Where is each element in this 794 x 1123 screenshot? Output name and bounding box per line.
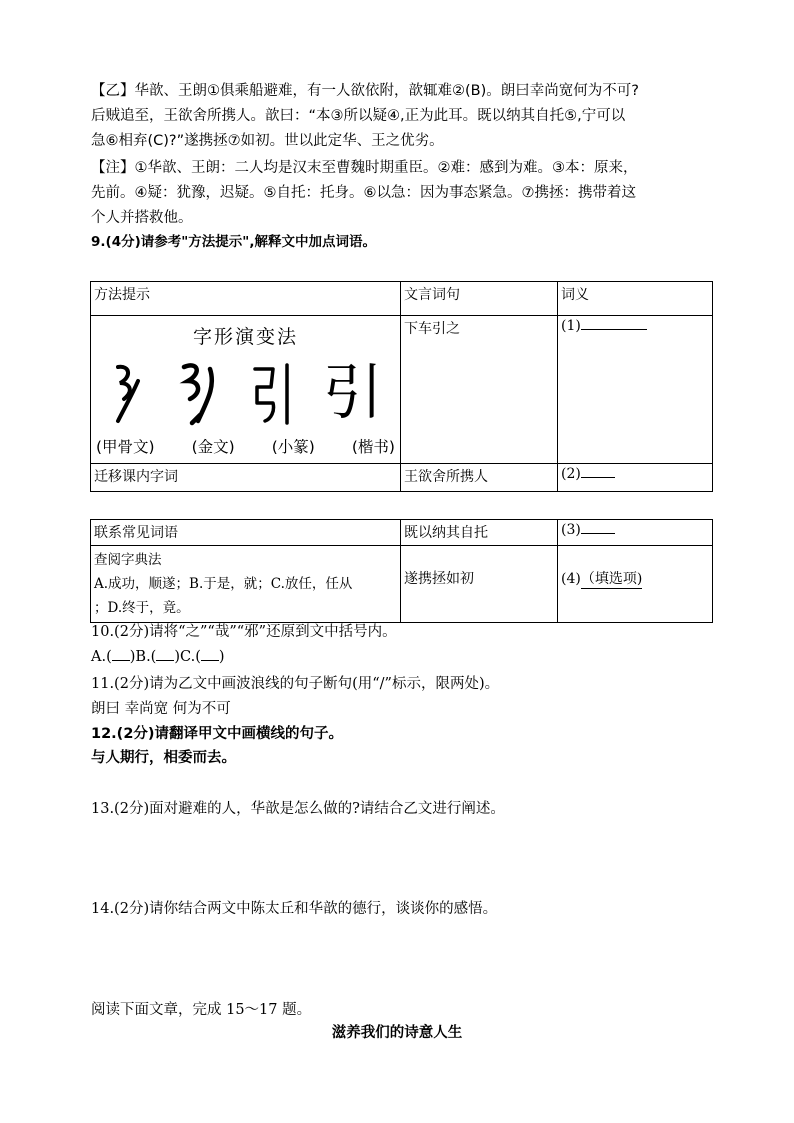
phrase-1: 下车引之 bbox=[401, 316, 558, 464]
question-14: 14.(2分)请你结合两文中陈太丘和华歆的德行，谈谈你的感悟。 bbox=[91, 901, 498, 917]
label-regular: (楷书) bbox=[351, 438, 395, 456]
answer-4-hint[interactable]: （填选项) bbox=[581, 568, 642, 589]
header-meaning: 词义 bbox=[558, 282, 713, 316]
notes-line-1: 【注】①华歆、王朗：二人均是汉末至曹魏时期重臣。②难：感到为难。③本：原来， bbox=[91, 160, 638, 176]
glyph-row bbox=[94, 355, 397, 431]
phrase-4: 遂携拯如初 bbox=[401, 546, 558, 623]
dictionary-options-2: ；D.终于，竟。 bbox=[94, 600, 190, 616]
option-a-label: A.( bbox=[91, 649, 112, 665]
notes-line-2: 先前。④疑：犹豫，迟疑。⑤自托：托身。⑥以急：因为事态紧急。⑦携拯：携带着这 bbox=[91, 185, 636, 201]
phrase-3: 既以纳其自托 bbox=[401, 520, 558, 546]
label-seal: (小篆) bbox=[271, 438, 315, 456]
answer-4-number: (4) bbox=[561, 571, 581, 587]
passage-yi-line-2: 后贼追至，王欲舍所携人。歆曰：“本③所以疑④,正为此耳。既以纳其自托⑤,宁可以 bbox=[91, 108, 626, 124]
question-10-blanks bbox=[91, 645, 225, 669]
answer-1-number: (1) bbox=[561, 318, 581, 334]
dictionary-options-1: A.成功，顺遂；B.于是，就；C.放任，任从 bbox=[94, 576, 353, 592]
header-phrase: 文言词句 bbox=[401, 282, 558, 316]
label-oracle-bone: (甲骨文) bbox=[96, 438, 155, 456]
option-b-blank[interactable] bbox=[156, 660, 174, 661]
method-transfer: 迁移课内字词 bbox=[91, 464, 401, 492]
question-12-sentence: 与人期行，相委而去。 bbox=[91, 750, 236, 766]
answer-2-blank[interactable] bbox=[581, 477, 615, 478]
notes-line-3: 个人并搭救他。 bbox=[91, 210, 193, 226]
option-c-blank[interactable] bbox=[201, 660, 219, 661]
label-bronze: (金文) bbox=[191, 438, 235, 456]
option-end: ) bbox=[218, 649, 225, 665]
option-c-label: )C.( bbox=[174, 649, 201, 665]
method-dictionary: 查阅字典法 bbox=[94, 552, 162, 568]
answer-3-number: (3) bbox=[561, 522, 581, 538]
method-title: 字形演变法 bbox=[192, 326, 298, 348]
question-10: 10.(2分)请将“之”“哉”“邪”还原到文中括号内。 bbox=[91, 624, 397, 640]
question-11: 11.(2分)请为乙文中画波浪线的句子断句(用“/”标示，限两处)。 bbox=[91, 676, 500, 692]
header-method: 方法提示 bbox=[91, 282, 401, 316]
method-table-1 bbox=[90, 281, 713, 492]
regular-script-glyph: 引 bbox=[322, 358, 383, 428]
question-9: 9.(4分)请参考"方法提示",解释文中加点词语。 bbox=[91, 234, 376, 250]
question-13: 13.(2分)面对避难的人，华歆是怎么做的?请结合乙文进行阐述。 bbox=[91, 801, 505, 817]
reading-instruction: 阅读下面文章，完成 15～17 题。 bbox=[91, 1002, 312, 1018]
option-b-label: )B.( bbox=[129, 649, 157, 665]
phrase-2: 王欲舍所携人 bbox=[401, 464, 558, 492]
answer-1-blank[interactable] bbox=[581, 329, 647, 330]
question-12: 12.(2分)请翻译甲文中画横线的句子。 bbox=[91, 726, 344, 742]
answer-1-cell bbox=[558, 316, 713, 464]
passage-yi-line-3: 急⑥相弃(C)?”遂携拯⑦如初。世以此定华、王之优劣。 bbox=[91, 133, 444, 149]
oracle-bone-glyph bbox=[108, 361, 148, 425]
option-a-blank[interactable] bbox=[112, 660, 130, 661]
glyph-evolution-cell bbox=[91, 316, 401, 464]
question-11-sentence: 朗曰 幸尚宽 何为不可 bbox=[91, 701, 231, 717]
bronze-glyph bbox=[176, 359, 220, 427]
answer-4-cell bbox=[558, 546, 713, 623]
seal-script-glyph bbox=[249, 359, 295, 427]
answer-3-blank[interactable] bbox=[581, 533, 615, 534]
glyph-labels bbox=[94, 435, 397, 457]
dictionary-method-cell bbox=[91, 546, 401, 623]
method-common-words: 联系常见词语 bbox=[91, 520, 401, 546]
article-title: 滋养我们的诗意人生 bbox=[331, 1025, 463, 1041]
passage-yi-line-1: 【乙】华歆、王朗①俱乘船避难，有一人欲依附，歆辄难②(B)。朗曰幸尚宽何为不可? bbox=[91, 83, 639, 99]
method-table-2 bbox=[90, 519, 713, 623]
answer-2-cell bbox=[558, 464, 713, 492]
answer-3-cell bbox=[558, 520, 713, 546]
answer-2-number: (2) bbox=[561, 466, 581, 482]
